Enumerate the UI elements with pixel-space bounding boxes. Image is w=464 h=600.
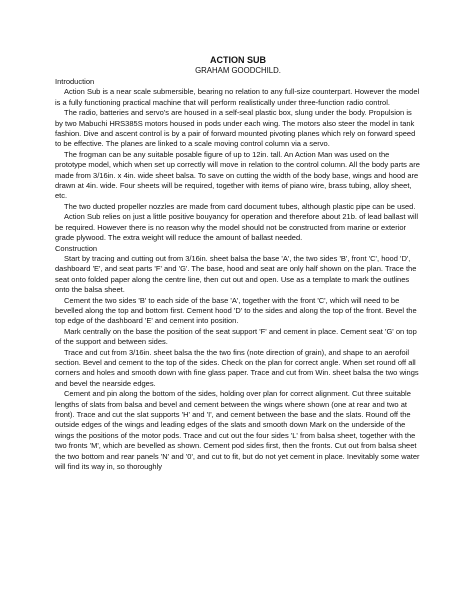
paragraph: Cement and pin along the bottom of the sides, holding over plan for correct alignment. Cut three suitable lengths of slats from balsa and bevel and cement between the wings where shown (one at rear and two at front). Trace and cut the slat supports 'H' and 'I', and cement between the base and the slats. Round off the outside edges of the wings and leading edges of the slats and smooth down Mark on the underside of the wings the positions of the motor pods. Trace and cut out the four sides 'L' from balsa sheet, together with the two fronts 'M', which are bevelled as shown. Cement pod sides first, then the fronts. Cut out from balsa sheet the two bottom and rear panels 'N' and '0', and cut to fit, but do not yet cement in place. Inevitably some water will find its way in, so thoroughly (55, 389, 420, 472)
document-title: ACTION SUB (210, 55, 266, 65)
document-author: GRAHAM GOODCHILD. (195, 66, 281, 75)
section-construction (55, 244, 421, 473)
paragraph: The frogman can be any suitable posable figure of up to 12in. tall. An Action Man was used on the prototype model, which when set up correctly will move in relation to the control column. All the body parts are made from 3/16in. x 4in. wide sheet balsa. To save on cutting the width of the body base, wings and hood are drawn at 4in. wide. Four sheets will be required, together with items of piano wire, brass tubing, alloy sheet, etc. (55, 149, 420, 201)
paragraph: Mark centrally on the base the position of the seat support 'F' and cement in place. Cement seat 'G' on top of the support and between sides. (55, 326, 417, 347)
paragraph: The radio, batteries and servo's are housed in a self-seal plastic box, slung under the body. Propulsion is by two Mabuchi HRS385S motors housed in pods under each wing. The motors also steer the model in tank fashion. Dive and ascent control is by a pair of forward mounted pivoting planes which rely on forward speed to be effective. The planes are linked to a scale moving control column via a servo. (55, 108, 416, 149)
paragraph: Start by tracing and cutting out from 3/16in. sheet balsa the base 'A', the two sides 'B', front 'C', hood 'D', dashboard 'E', and seat parts 'F' and 'G'. The base, hood and seat are only half shown on the plan. Trace the seat onto folded paper along the centre line, then cut out and open. Use as a template to mark the outlines onto the balsa sheet. (55, 253, 417, 295)
paragraph: Cement the two sides 'B' to each side of the base 'A', together with the front 'C', which will need to be bevelled along the top and bottom first. Cement hood 'D' to the sides and along the top of the front. Bevel the top edge of the dashboard 'E' and cement into position. (55, 295, 417, 326)
paragraph: Action Sub is a near scale submersible, bearing no relation to any full-size counterpart. However the model is a fully functioning practical machine that will perform realistically under three-function radio control. (55, 87, 420, 107)
section-heading: Construction (55, 243, 98, 253)
paragraph: The two ducted propeller nozzles are made from card document tubes, although plastic pipe can be used. (64, 201, 416, 211)
section-introduction (55, 77, 421, 244)
paragraph: Action Sub relies on just a little positive bouyancy for operation and therefore about 21b. of lead ballast will be required. However there is no reason why the model should not be constructed from marine or exterior grade plywood. The extra weight will reduce the amount of ballast needed. (55, 212, 419, 243)
paragraph: Trace and cut from 3/16in. sheet balsa the the two fins (note direction of grain), and shape to an aerofoil section. Bevel and cement to the top of the sides. Check on the plan for correct angle. When set round off all corners and holes and smooth down with fine glass paper. Trace and cut from Win. sheet balsa the two wings and bevel the nearside edges. (55, 347, 419, 388)
section-heading: Introduction (55, 77, 95, 86)
